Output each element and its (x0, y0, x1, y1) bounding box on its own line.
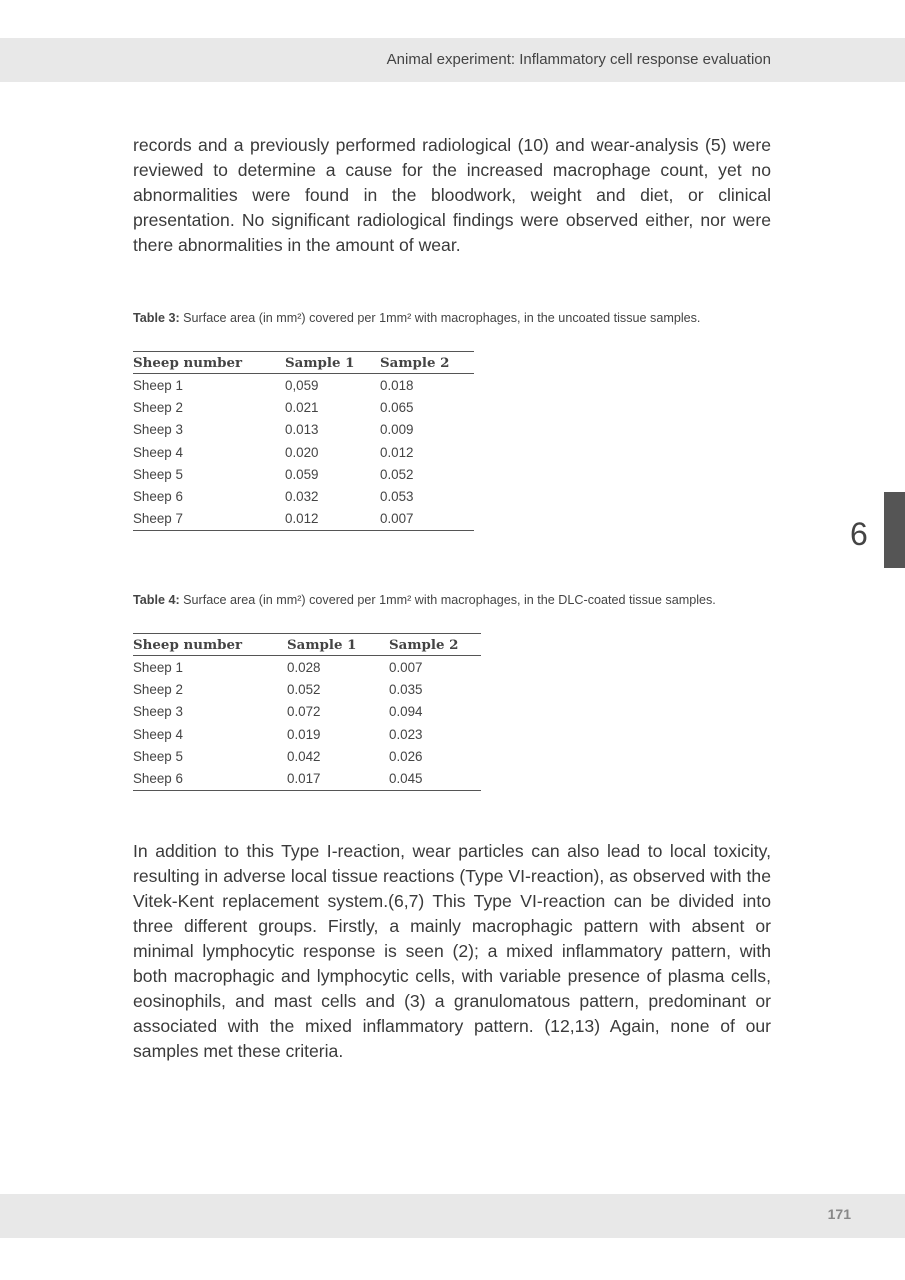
table-row (133, 441, 474, 463)
table-cell: 0.020 (285, 444, 319, 460)
table-cell: 0.059 (285, 466, 319, 482)
table3-label: Table 3: (133, 311, 180, 325)
table-row (133, 723, 481, 745)
table4-label: Table 4: (133, 593, 180, 607)
table-cell: 0.094 (389, 704, 423, 720)
table-cell: Sheep 1 (133, 377, 183, 393)
table-cell: Sheep 3 (133, 704, 183, 720)
table-cell: 0.053 (380, 489, 414, 505)
page-footer (0, 1194, 905, 1238)
table-cell: Sheep 4 (133, 444, 183, 460)
table-cell: 0.021 (285, 399, 319, 415)
column-header: Sample 1 (285, 352, 380, 374)
table-row (133, 656, 481, 679)
table-cell: 0.009 (380, 422, 414, 438)
table4 (133, 633, 481, 791)
column-header: Sample 2 (389, 634, 481, 656)
table4-caption (133, 592, 771, 608)
paragraph-2: In addition to this Type I-reaction, wear particles can also lead to local toxicity, resulting in adverse local tissue reactions (Type VI-reaction), as observed with the Vitek-Kent replacement system.(6,7) This Type VI-reaction can be divided into three different groups. Firstly, a mainly macrophagic pattern with absent or minimal lymphocytic response is seen (2); a mixed inflammatory pattern, with both macrophagic and lymphocytic cells, with variable presence of plasma cells, eosinophils, and mast cells and (3) a granulomatous pattern, predominant or associated with the mixed inflammatory pattern. (12,13) Again, none of our samples met these criteria. (133, 841, 771, 1061)
table-row (133, 745, 481, 767)
table-row (133, 419, 474, 441)
table-cell: 0.019 (287, 726, 321, 742)
table3-caption (133, 310, 771, 326)
table-cell: Sheep 5 (133, 466, 183, 482)
table-cell: 0,059 (285, 377, 319, 393)
table-header-row (133, 634, 481, 656)
table-cell: 0.017 (287, 767, 389, 790)
table4-caption-text: Surface area (in mm²) covered per 1mm² with macrophages, in the DLC-coated tissue samples. (179, 593, 716, 607)
table-cell: 0.032 (285, 489, 319, 505)
table-cell: 0.065 (380, 399, 414, 415)
table3 (133, 351, 474, 531)
table-row (133, 463, 474, 485)
running-header (0, 38, 905, 82)
table-cell: 0.052 (287, 681, 321, 697)
chapter-tab-marker (884, 492, 905, 568)
table-cell: 0.026 (389, 748, 423, 764)
table-cell: Sheep 1 (133, 659, 183, 675)
table-row (133, 767, 481, 790)
table-cell: 0.072 (287, 704, 321, 720)
table-cell: Sheep 5 (133, 748, 183, 764)
column-header: Sample 1 (287, 634, 389, 656)
table-cell: Sheep 6 (133, 489, 183, 505)
table-cell: 0.012 (380, 444, 414, 460)
table-cell: 0.012 (285, 508, 380, 531)
table-cell: Sheep 7 (133, 508, 285, 531)
table-cell: 0.007 (380, 508, 474, 531)
table-cell: Sheep 6 (133, 767, 287, 790)
table-row (133, 508, 474, 531)
table-cell: Sheep 4 (133, 726, 183, 742)
table-cell: 0.052 (380, 466, 414, 482)
table-row (133, 396, 474, 418)
column-header: Sample 2 (380, 352, 474, 374)
table-row (133, 485, 474, 507)
table-cell: Sheep 3 (133, 422, 183, 438)
table-header-row (133, 352, 474, 374)
column-header: Sheep number (133, 352, 285, 374)
table-cell: 0.013 (285, 422, 319, 438)
column-header: Sheep number (133, 634, 287, 656)
table-cell: Sheep 2 (133, 399, 183, 415)
page-number: 171 (827, 1206, 851, 1222)
table-row (133, 374, 474, 397)
table-cell: 0.028 (287, 659, 321, 675)
table3-caption-text: Surface area (in mm²) covered per 1mm² with macrophages, in the uncoated tissue samples. (179, 311, 701, 325)
table-cell: Sheep 2 (133, 681, 183, 697)
table-cell: 0.007 (389, 659, 423, 675)
table-cell: 0.045 (389, 767, 481, 790)
table-row (133, 678, 481, 700)
table-cell: 0.035 (389, 681, 423, 697)
chapter-number: 6 (850, 516, 868, 552)
running-header-title: Animal experiment: Inflammatory cell response evaluation (386, 51, 771, 68)
table-cell: 0.018 (380, 377, 414, 393)
paragraph-1: records and a previously performed radiological (10) and wear-analysis (5) were reviewed to determine a cause for the increased macrophage count, yet no abnormalities were found in the bloodwork, weight and diet, or clinical presentation. No significant radiological findings were observed either, nor were there abnormalities in the amount of wear. (133, 135, 771, 255)
table-cell: 0.023 (389, 726, 423, 742)
table-row (133, 701, 481, 723)
table-cell: 0.042 (287, 748, 321, 764)
